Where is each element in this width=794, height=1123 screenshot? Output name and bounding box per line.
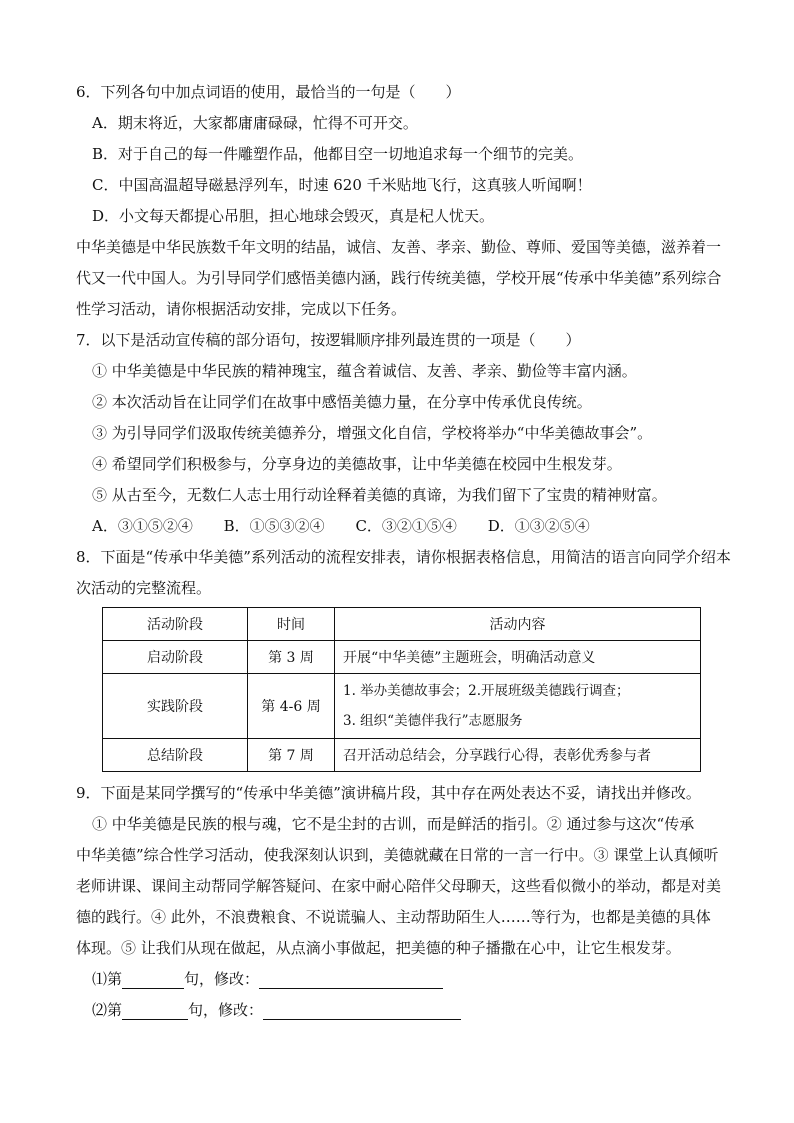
question-7-option-c: C．③②①⑤④ — [355, 517, 457, 535]
table-header-row — [103, 608, 701, 641]
table-cell-time: 第 4-6 周 — [248, 674, 335, 739]
question-7-option-a: A．③①⑤②④ — [92, 517, 193, 535]
question-8-stem-continued: 次活动的完整流程。 — [76, 579, 212, 597]
table-row — [103, 641, 701, 674]
answer-middle: 句，修改： — [184, 970, 260, 988]
intro-paragraph-line: 性学习活动，请你根据活动安排，完成以下任务。 — [76, 300, 407, 318]
intro-paragraph-line: 代又一代中国人。为引导同学们感悟美德内涵，践行传统美德，学校开展“传承中华美德”系列综合 — [76, 269, 722, 287]
question-6-option-b: B．对于自己的每一件雕塑作品，他都目空一切地追求每一个细节的完美。 — [92, 145, 584, 163]
question-7-stem: 7．以下是活动宣传稿的部分语句，按逻辑顺序排列最连贯的一项是（ ） — [76, 331, 581, 349]
question-7-option-b: B．①⑤③②④ — [223, 517, 325, 535]
table-cell-stage: 启动阶段 — [103, 641, 248, 674]
question-8-stem: 8．下面是“传承中华美德”系列活动的流程安排表，请你根据表格信息，用简洁的语言向同学介绍本 — [76, 548, 731, 566]
table-cell-time: 第 3 周 — [248, 641, 335, 674]
sentence-number-blank[interactable] — [122, 1003, 188, 1020]
table-cell-stage: 总结阶段 — [103, 739, 248, 772]
question-6-stem: 6．下列各句中加点词语的使用，最恰当的一句是（ ） — [76, 83, 461, 101]
answer-prefix: ⑴第 — [92, 970, 123, 988]
question-7-sentence-3: ③ 为引导同学们汲取传统美德养分，增强文化自信，学校将举办“中华美德故事会”。 — [92, 424, 653, 442]
question-7-sentence-4: ④ 希望同学们积极参与，分享身边的美德故事，让中华美德在校园中生根发芽。 — [92, 455, 622, 473]
question-7-options — [92, 516, 616, 536]
intro-paragraph-line: 中华美德是中华民族数千年文明的结晶，诚信、友善、孝亲、勤俭、尊师、爱国等美德，滋养着一 — [76, 238, 722, 256]
table-header-time: 时间 — [248, 608, 335, 641]
table-cell-content: 召开活动总结会，分享践行心得，表彰优秀参与者 — [335, 739, 701, 772]
table-header-content: 活动内容 — [335, 608, 701, 641]
table-cell-stage: 实践阶段 — [103, 674, 248, 739]
speech-passage-line: 德的践行。④ 此外，不浪费粮食、不说谎骗人、主动帮助陌生人……等行为，也都是美德的具体 — [76, 908, 711, 926]
table-cell-content: 开展“中华美德”主题班会，明确活动意义 — [335, 641, 701, 674]
answer-prefix: ⑵第 — [92, 1001, 123, 1019]
question-6-option-a: A．期末将近，大家都庸庸碌碌，忙得不可开交。 — [92, 114, 418, 132]
table-row — [103, 739, 701, 772]
question-6-option-c: C．中国高温超导磁悬浮列车，时速 620 千米贴地飞行，这真骇人听闻啊！ — [92, 176, 592, 194]
question-7-sentence-5: ⑤ 从古至今，无数仁人志士用行动诠释着美德的真谛，为我们留下了宝贵的精神财富。 — [92, 486, 667, 504]
table-row — [103, 674, 701, 739]
revision-blank[interactable] — [259, 972, 443, 989]
revision-blank[interactable] — [263, 1003, 461, 1020]
sentence-number-blank[interactable] — [122, 972, 184, 989]
table-header-stage: 活动阶段 — [103, 608, 248, 641]
activity-schedule-table — [102, 607, 701, 772]
question-7-sentence-1: ① 中华美德是中华民族的精神瑰宝，蕴含着诚信、友善、孝亲、勤俭等丰富内涵。 — [92, 362, 637, 380]
speech-passage-line: 中华美德”综合性学习活动，使我深刻认识到，美德就藏在日常的一言一行中。③ 课堂上认真倾听 — [76, 846, 719, 864]
table-cell-time: 第 7 周 — [248, 739, 335, 772]
question-7-sentence-2: ② 本次活动旨在让同学们在故事中感悟美德力量，在分享中传承优良传统。 — [92, 393, 592, 411]
answer-line-2 — [92, 1000, 461, 1020]
answer-line-1 — [92, 969, 443, 989]
table-cell-content-line: 3. 组织“美德伴我行”志愿服务 — [343, 713, 523, 729]
answer-middle: 句，修改： — [188, 1001, 264, 1019]
speech-passage-line: ① 中华美德是民族的根与魂，它不是尘封的古训，而是鲜活的指引。② 通过参与这次“传承 — [92, 815, 695, 833]
table-cell-content-line: 1. 举办美德故事会；2.开展班级美德践行调查； — [343, 683, 630, 699]
speech-passage-line: 体现。⑤ 让我们从现在做起，从点滴小事做起，把美德的种子播撒在心中，让它生根发芽。 — [76, 939, 681, 957]
question-9-stem: 9．下面是某同学撰写的“传承中华美德”演讲稿片段，其中存在两处表达不妥，请找出并修改。 — [76, 784, 701, 802]
table-cell-content — [335, 674, 701, 739]
speech-passage-line: 老师讲课、课间主动帮同学解答疑问、在家中耐心陪伴父母聊天，这些看似微小的举动，都是对美 — [76, 877, 722, 895]
question-6-option-d: D．小文每天都提心吊胆，担心地球会毁灭，真是杞人忧天。 — [92, 207, 495, 225]
question-7-option-d: D．①③②⑤④ — [487, 517, 590, 535]
